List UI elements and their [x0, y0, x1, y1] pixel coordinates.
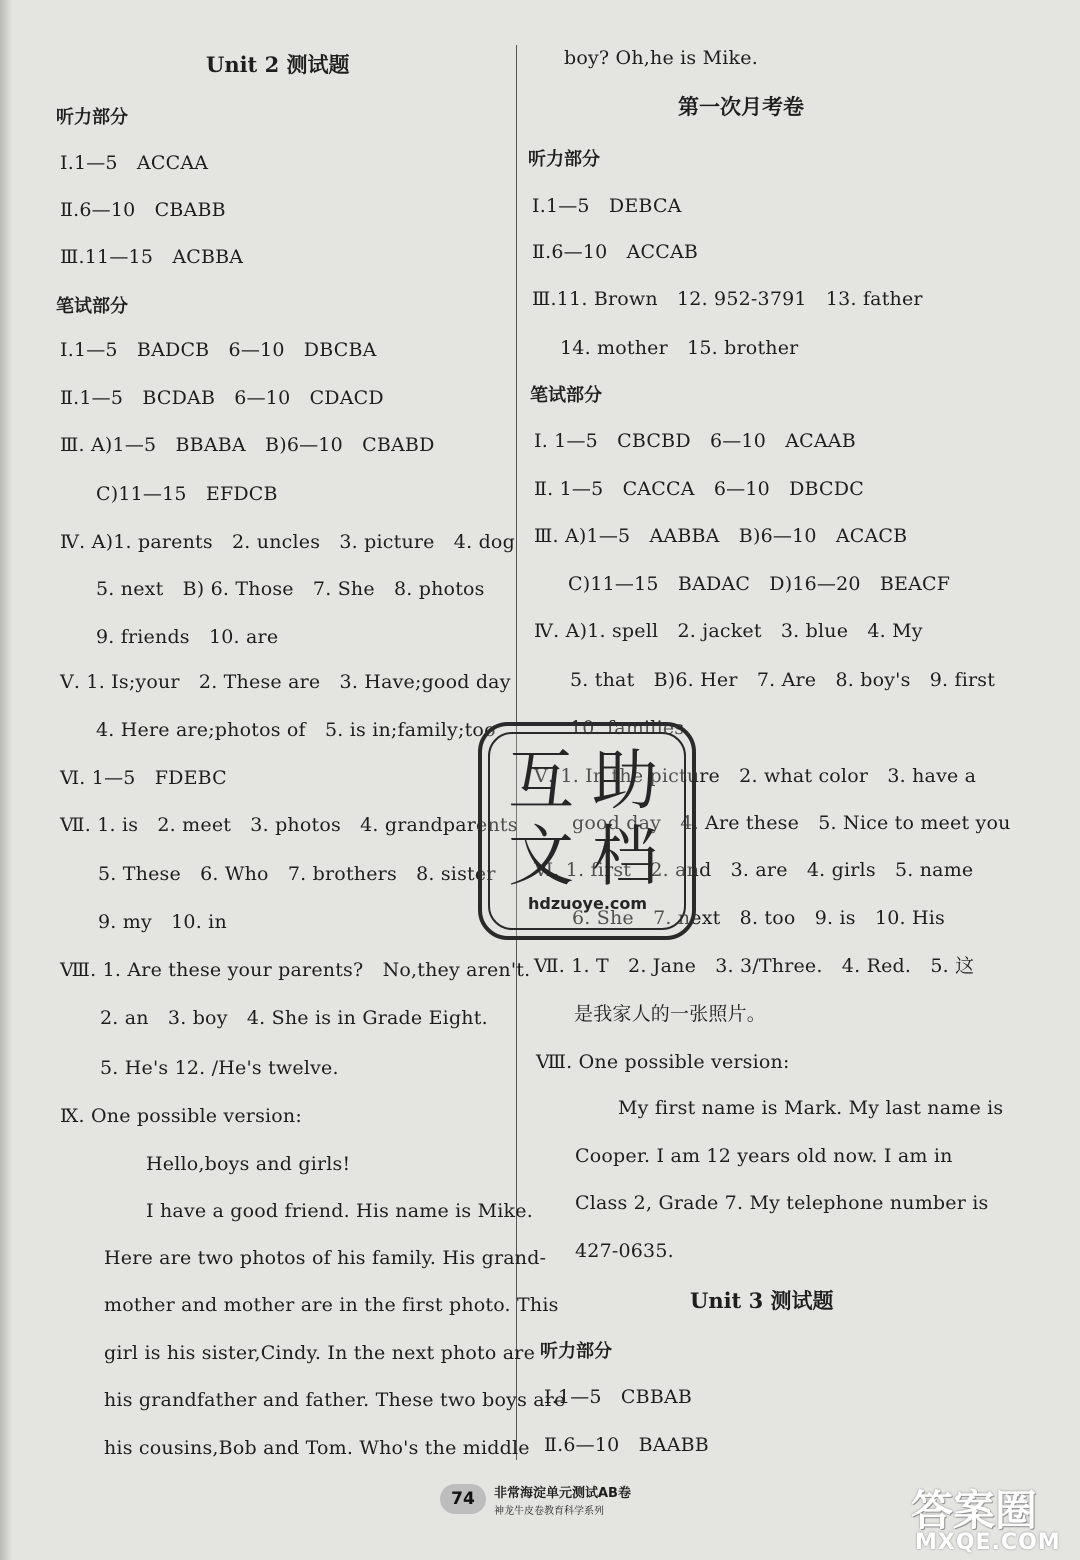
- stamp-char: 互: [508, 742, 574, 819]
- page-binding-shadow: [0, 0, 12, 1560]
- unit2-essay-line: mother and mother are in the first photo. This: [104, 1294, 559, 1316]
- stamp-logo: [478, 722, 696, 940]
- unit2-written-line: Ⅳ. A)1. parents 2. uncles 3. picture 4. dog: [60, 531, 515, 553]
- exam-written-line: Ⅵ. 1. first 2. and 3. are 4. girls 5. name: [534, 859, 974, 881]
- page-footer: [440, 1480, 640, 1522]
- stamp-char: 助: [592, 742, 658, 819]
- exam-written-line: good day 4. Are these 5. Nice to meet you: [572, 812, 1011, 834]
- unit2-written-line: Ⅴ. 1. Is;your 2. These are 3. Have;good day: [60, 671, 511, 693]
- unit2-written-line: Ⅱ.1—5 BCDAB 6—10 CDACD: [60, 387, 384, 409]
- exam-listening-line: Ⅰ.1—5 DEBCA: [532, 195, 682, 217]
- unit2-essay-line: his cousins,Bob and Tom. Who's the middle: [104, 1437, 530, 1459]
- exam-written-line: 是我家人的一张照片。: [574, 1003, 767, 1025]
- exam-listening-label: 听力部分: [528, 149, 600, 170]
- stamp-url: hdzuoye.com: [528, 894, 648, 913]
- exam-written-line: 5. that B)6. Her 7. Are 8. boy's 9. first: [570, 669, 996, 691]
- unit2-title: Unit 2 测试题: [206, 52, 350, 77]
- unit2-essay-line: girl is his sister,Cindy. In the next photo are: [104, 1342, 536, 1364]
- unit2-written-line: 5. next B) 6. Those 7. She 8. photos: [96, 578, 485, 600]
- unit2-written-line: Ⅸ. One possible version:: [60, 1105, 302, 1127]
- unit2-written-line: Ⅲ. A)1—5 BBABA B)6—10 CBABD: [60, 434, 435, 456]
- exam-listening-line: 14. mother 15. brother: [560, 337, 799, 359]
- stamp-char: 档: [592, 818, 658, 895]
- exam-written-line: 6. She 7. next 8. too 9. is 10. His: [572, 907, 945, 929]
- stamp-char: 文: [508, 818, 574, 895]
- exam-written-line: Ⅶ. 1. T 2. Jane 3. 3/Three. 4. Red. 5. 这: [534, 955, 975, 977]
- unit2-essay-line: his grandfather and father. These two boys are: [104, 1389, 566, 1411]
- exam-written-line: Ⅳ. A)1. spell 2. jacket 3. blue 4. My: [534, 620, 923, 642]
- unit3-listening-line: Ⅱ.6—10 BAABB: [544, 1434, 709, 1456]
- unit2-written-line: 9. friends 10. are: [96, 626, 279, 648]
- unit2-listening-line: Ⅰ.1—5 ACCAA: [60, 152, 209, 174]
- unit2-written-line: Ⅰ.1—5 BADCB 6—10 DBCBA: [60, 339, 377, 361]
- series-title: 非常海淀单元测试AB卷: [494, 1486, 631, 1501]
- exam-title: 第一次月考卷: [678, 94, 804, 119]
- unit2-listening-line: Ⅲ.11—15 ACBBA: [60, 246, 244, 268]
- unit2-listening-line: Ⅱ.6—10 CBABB: [60, 199, 226, 221]
- unit2-written-line: 9. my 10. in: [98, 911, 227, 933]
- unit2-essay-line: Here are two photos of his family. His grand-: [104, 1247, 547, 1269]
- exam-written-label: 笔试部分: [530, 385, 602, 406]
- exam-written-line: Ⅱ. 1—5 CACCA 6—10 DBCDC: [534, 478, 864, 500]
- exam-essay-line: 427-0635.: [575, 1240, 674, 1262]
- exam-written-line: Ⅷ. One possible version:: [536, 1051, 790, 1073]
- unit2-written-line: Ⅷ. 1. Are these your parents? No,they aren't.: [60, 959, 531, 981]
- site-watermark: [905, 1478, 1075, 1558]
- unit3-listening-label: 听力部分: [540, 1341, 612, 1362]
- exam-written-line: Ⅰ. 1—5 CBCBD 6—10 ACAAB: [534, 430, 856, 452]
- unit2-listening-label: 听力部分: [56, 107, 128, 128]
- watermark-url: MXQE.COM: [915, 1530, 1061, 1555]
- page-number: 74: [440, 1484, 486, 1514]
- unit2-written-line: 5. These 6. Who 7. brothers 8. sister: [98, 863, 496, 885]
- unit2-essay-line: Hello,boys and girls!: [146, 1153, 351, 1175]
- exam-essay-line: My first name is Mark. My last name is: [618, 1097, 1004, 1119]
- unit2-written-line: 2. an 3. boy 4. She is in Grade Eight.: [100, 1007, 488, 1029]
- exam-essay-line: Class 2, Grade 7. My telephone number is: [575, 1192, 989, 1214]
- exam-written-line: 10. families: [570, 717, 685, 739]
- unit3-listening-line: Ⅰ.1—5 CBBAB: [544, 1386, 693, 1408]
- unit2-essay-line: I have a good friend. His name is Mike.: [146, 1200, 533, 1222]
- exam-written-line: Ⅲ. A)1—5 AABBA B)6—10 ACACB: [534, 525, 908, 547]
- essay-continuation: boy? Oh,he is Mike.: [564, 47, 758, 69]
- exam-essay-line: Cooper. I am 12 years old now. I am in: [575, 1145, 953, 1167]
- unit2-written-label: 笔试部分: [56, 296, 128, 317]
- unit3-title: Unit 3 测试题: [690, 1288, 834, 1313]
- unit2-written-line: Ⅵ. 1—5 FDEBC: [60, 767, 227, 789]
- exam-written-line: Ⅴ. 1. In the picture 2. what color 3. have a: [534, 765, 977, 787]
- series-subtitle: 神龙牛皮卷教育科学系列: [494, 1506, 604, 1517]
- exam-written-line: C)11—15 BADAC D)16—20 BEACF: [568, 573, 951, 595]
- unit2-written-line: 5. He's 12. /He's twelve.: [100, 1057, 339, 1079]
- unit2-written-line: C)11—15 EFDCB: [96, 483, 278, 505]
- watermark-title: 答案圈: [911, 1486, 1038, 1535]
- exam-listening-line: Ⅱ.6—10 ACCAB: [532, 241, 699, 263]
- unit2-written-line: 4. Here are;photos of 5. is in;family;too: [96, 719, 496, 741]
- unit2-written-line: Ⅶ. 1. is 2. meet 3. photos 4. grandparents: [60, 814, 518, 836]
- exam-listening-line: Ⅲ.11. Brown 12. 952-3791 13. father: [532, 288, 923, 310]
